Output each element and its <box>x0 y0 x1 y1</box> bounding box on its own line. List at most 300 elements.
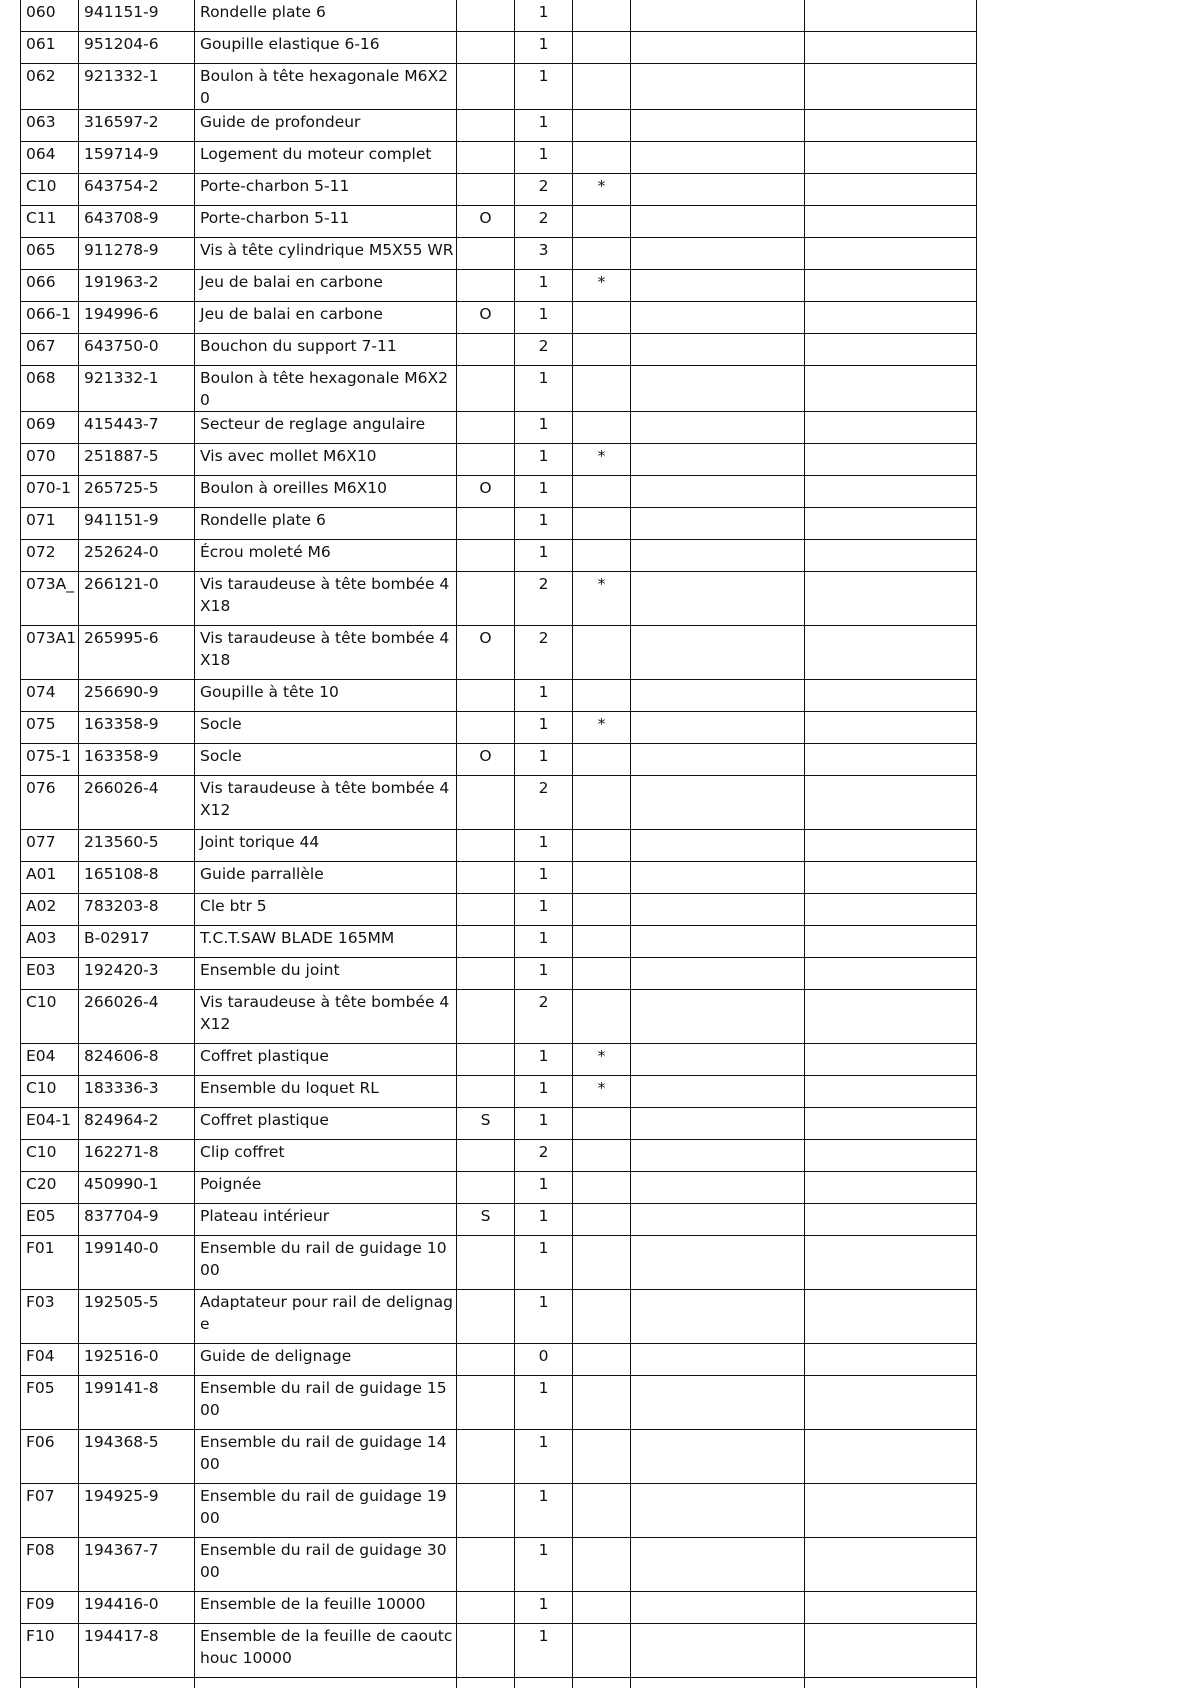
table-row <box>21 476 977 508</box>
description-cell: Guide de profondeur <box>195 110 457 142</box>
note-cell: O <box>457 744 515 776</box>
table-row <box>21 572 977 626</box>
quantity-cell: 1 <box>515 1044 573 1076</box>
part-number-cell: 921332-1 <box>79 64 195 110</box>
table-row <box>21 830 977 862</box>
empty-cell <box>631 626 805 680</box>
empty-cell <box>631 862 805 894</box>
item-number-cell: C11 <box>21 206 79 238</box>
quantity-cell: 3 <box>515 238 573 270</box>
note-cell <box>457 680 515 712</box>
part-number-cell: 194925-9 <box>79 1484 195 1538</box>
empty-cell <box>631 270 805 302</box>
description-cell: Coffret plastique <box>195 1044 457 1076</box>
part-number-cell: 316597-2 <box>79 110 195 142</box>
marker-cell <box>573 680 631 712</box>
note-cell <box>457 1344 515 1376</box>
empty-cell <box>631 540 805 572</box>
quantity-cell: 1 <box>515 926 573 958</box>
quantity-cell: 1 <box>515 476 573 508</box>
item-number-cell: F03 <box>21 1290 79 1344</box>
item-number-cell: 066 <box>21 270 79 302</box>
empty-cell <box>631 206 805 238</box>
quantity-cell: 2 <box>515 990 573 1044</box>
empty-cell <box>631 1624 805 1678</box>
table-row <box>21 1624 977 1678</box>
item-number-cell: 068 <box>21 366 79 412</box>
empty-cell <box>631 1108 805 1140</box>
part-number-cell: 643708-9 <box>79 206 195 238</box>
marker-cell <box>573 540 631 572</box>
table-row <box>21 1108 977 1140</box>
item-number-cell: 071 <box>21 508 79 540</box>
description-cell: Ensemble du joint <box>195 958 457 990</box>
item-number-cell: C10 <box>21 174 79 206</box>
description-cell: Goupille à tête 10 <box>195 680 457 712</box>
empty-cell <box>631 1204 805 1236</box>
part-number-cell: 450990-1 <box>79 1172 195 1204</box>
item-number-cell: E04-1 <box>21 1108 79 1140</box>
table-row <box>21 1044 977 1076</box>
empty-cell <box>805 206 977 238</box>
empty-cell <box>631 894 805 926</box>
note-cell <box>457 1538 515 1592</box>
empty-cell <box>805 174 977 206</box>
empty-cell <box>631 1236 805 1290</box>
part-number-cell: 941151-9 <box>79 0 195 32</box>
empty-cell <box>805 1140 977 1172</box>
empty-cell <box>631 302 805 334</box>
item-number-cell: 062 <box>21 64 79 110</box>
empty-cell <box>805 110 977 142</box>
part-number-cell: 199140-0 <box>79 1236 195 1290</box>
description-cell: Adaptateur pour rail de delignage <box>195 1290 457 1344</box>
description-cell: T.C.T.SAW BLADE 165MM <box>195 926 457 958</box>
marker-cell <box>573 1236 631 1290</box>
table-row <box>21 626 977 680</box>
empty-cell <box>805 1430 977 1484</box>
empty-cell <box>631 142 805 174</box>
empty-cell <box>631 1044 805 1076</box>
part-number-cell: 192505-5 <box>79 1290 195 1344</box>
empty-cell <box>631 830 805 862</box>
quantity-cell: 1 <box>515 1076 573 1108</box>
empty-cell <box>631 64 805 110</box>
marker-cell <box>573 1172 631 1204</box>
item-number-cell: 072 <box>21 540 79 572</box>
empty-cell <box>805 366 977 412</box>
quantity-cell: 1 <box>515 366 573 412</box>
description-cell: Rondelle plate 6 <box>195 0 457 32</box>
item-number-cell: 073A1 <box>21 626 79 680</box>
item-number-cell: A03 <box>21 926 79 958</box>
marker-cell <box>573 744 631 776</box>
note-cell <box>457 270 515 302</box>
note-cell <box>457 1172 515 1204</box>
part-number-cell: 252624-0 <box>79 540 195 572</box>
empty-cell <box>805 302 977 334</box>
empty-cell <box>631 1290 805 1344</box>
table-row <box>21 712 977 744</box>
empty-cell <box>805 830 977 862</box>
part-number-cell: 643754-2 <box>79 174 195 206</box>
empty-cell <box>631 1140 805 1172</box>
empty-cell <box>805 334 977 366</box>
description-cell: Ensemble de la feuille 10000 <box>195 1592 457 1624</box>
empty-cell <box>805 1204 977 1236</box>
empty-cell <box>631 32 805 64</box>
quantity-cell: 1 <box>515 1624 573 1678</box>
note-cell <box>457 174 515 206</box>
quantity-cell: 2 <box>515 334 573 366</box>
table-row <box>21 412 977 444</box>
note-cell <box>457 334 515 366</box>
empty-cell <box>631 444 805 476</box>
empty-cell <box>805 680 977 712</box>
item-number-cell: 076 <box>21 776 79 830</box>
quantity-cell: 2 <box>515 1140 573 1172</box>
quantity-cell: 1 <box>515 444 573 476</box>
marker-cell <box>573 1344 631 1376</box>
marker-cell <box>573 1108 631 1140</box>
quantity-cell: 1 <box>515 712 573 744</box>
table-row <box>21 1076 977 1108</box>
quantity-cell: 1 <box>515 412 573 444</box>
note-cell <box>457 712 515 744</box>
description-cell: Vis avec mollet M6X10 <box>195 444 457 476</box>
part-number-cell: 165108-8 <box>79 862 195 894</box>
description-cell: Ensemble du rail de guidage 1400 <box>195 1430 457 1484</box>
note-cell <box>457 1624 515 1678</box>
part-number-cell: 265725-5 <box>79 476 195 508</box>
marker-cell <box>573 508 631 540</box>
empty-cell <box>805 712 977 744</box>
part-number-cell: 941151-9 <box>79 508 195 540</box>
table-row <box>21 990 977 1044</box>
quantity-cell: 1 <box>515 508 573 540</box>
marker-cell <box>573 1376 631 1430</box>
item-number-cell: 075 <box>21 712 79 744</box>
empty-cell <box>805 1236 977 1290</box>
part-number-cell: 265995-6 <box>79 626 195 680</box>
quantity-cell: 0 <box>515 1344 573 1376</box>
empty-cell <box>631 1592 805 1624</box>
table-row <box>21 894 977 926</box>
item-number-cell: F10 <box>21 1624 79 1678</box>
marker-cell <box>573 894 631 926</box>
item-number-cell: 070-1 <box>21 476 79 508</box>
description-cell: Logement du moteur complet <box>195 142 457 174</box>
description-cell: Vis taraudeuse à tête bombée 4X18 <box>195 572 457 626</box>
quantity-cell: 2 <box>515 572 573 626</box>
marker-cell <box>573 1624 631 1678</box>
marker-cell <box>573 206 631 238</box>
item-number-cell: F08 <box>21 1538 79 1592</box>
table-row <box>21 744 977 776</box>
item-number-cell: A01 <box>21 862 79 894</box>
part-number-cell: 824606-8 <box>79 1044 195 1076</box>
empty-cell <box>631 572 805 626</box>
table-row <box>21 1204 977 1236</box>
note-cell <box>457 572 515 626</box>
part-number-cell: 192420-3 <box>79 958 195 990</box>
part-number-cell: 194368-5 <box>79 1430 195 1484</box>
marker-cell <box>573 64 631 110</box>
empty-cell <box>805 990 977 1044</box>
item-number-cell: 061 <box>21 32 79 64</box>
empty-cell <box>805 1344 977 1376</box>
part-number-cell: 837704-9 <box>79 1204 195 1236</box>
table-row <box>21 1236 977 1290</box>
marker-cell <box>573 334 631 366</box>
quantity-cell: 1 <box>515 32 573 64</box>
marker-cell <box>573 32 631 64</box>
part-number-cell: 256690-9 <box>79 680 195 712</box>
description-cell: Ensemble du rail de guidage 1900 <box>195 1484 457 1538</box>
empty-cell <box>631 366 805 412</box>
note-cell <box>457 1484 515 1538</box>
marker-cell <box>573 0 631 32</box>
note-cell: O <box>457 206 515 238</box>
empty-cell <box>805 744 977 776</box>
marker-cell <box>573 830 631 862</box>
part-number-cell: 783203-8 <box>79 894 195 926</box>
part-number-cell: 911278-9 <box>79 238 195 270</box>
empty-cell <box>631 238 805 270</box>
table-row <box>21 1592 977 1624</box>
item-number-cell: F01 <box>21 1236 79 1290</box>
item-number-cell: 064 <box>21 142 79 174</box>
quantity-cell: 1 <box>515 744 573 776</box>
item-number-cell: 063 <box>21 110 79 142</box>
empty-cell <box>805 626 977 680</box>
table-row <box>21 206 977 238</box>
quantity-cell: 1 <box>515 830 573 862</box>
part-number-cell: 159714-9 <box>79 142 195 174</box>
part-number-cell: 415443-7 <box>79 412 195 444</box>
description-cell: Plateau intérieur <box>195 1204 457 1236</box>
quantity-cell: 1 <box>515 1592 573 1624</box>
description-cell: Vis taraudeuse à tête bombée 4X12 <box>195 776 457 830</box>
empty-cell <box>805 1108 977 1140</box>
note-cell <box>457 958 515 990</box>
marker-cell <box>573 990 631 1044</box>
description-cell: Jeu de balai en carbone <box>195 270 457 302</box>
item-number-cell: C20 <box>21 1172 79 1204</box>
empty-cell <box>805 412 977 444</box>
description-cell: Boulon à tête hexagonale M6X20 <box>195 64 457 110</box>
marker-cell <box>573 1484 631 1538</box>
part-number-cell: 192516-0 <box>79 1344 195 1376</box>
item-number-cell: F09 <box>21 1592 79 1624</box>
quantity-cell: 1 <box>515 540 573 572</box>
description-cell: Ensemble du rail de guidage 3000 <box>195 1538 457 1592</box>
item-number-cell: 060 <box>21 0 79 32</box>
table-row <box>21 0 977 32</box>
note-cell <box>457 990 515 1044</box>
empty-cell <box>631 744 805 776</box>
item-number-cell: 073A_ <box>21 572 79 626</box>
empty-cell <box>631 110 805 142</box>
table-row <box>21 1140 977 1172</box>
note-cell <box>457 1376 515 1430</box>
description-cell: Boulon à tête hexagonale M6X20 <box>195 366 457 412</box>
note-cell <box>457 64 515 110</box>
marker-cell: * <box>573 444 631 476</box>
note-cell <box>457 830 515 862</box>
marker-cell <box>573 958 631 990</box>
marker-cell <box>573 412 631 444</box>
empty-cell <box>805 926 977 958</box>
note-cell <box>457 142 515 174</box>
description-cell: Vis à tête cylindrique M5X55 WR <box>195 238 457 270</box>
empty-cell <box>631 334 805 366</box>
parts-list <box>20 0 977 1688</box>
note-cell: S <box>457 1204 515 1236</box>
item-number-cell: A02 <box>21 894 79 926</box>
table-row <box>21 64 977 110</box>
empty-cell <box>631 1430 805 1484</box>
note-cell: O <box>457 302 515 334</box>
marker-cell <box>573 1538 631 1592</box>
table-row <box>21 926 977 958</box>
note-cell <box>457 894 515 926</box>
part-number-cell: 213560-5 <box>79 830 195 862</box>
empty-cell <box>631 508 805 540</box>
table-row <box>21 142 977 174</box>
marker-cell <box>573 142 631 174</box>
description-cell: Ensemble de la feuille de caoutchouc 10000 <box>195 1624 457 1678</box>
note-cell <box>457 110 515 142</box>
empty-cell <box>631 926 805 958</box>
table-row <box>21 366 977 412</box>
empty-cell <box>631 1076 805 1108</box>
quantity-cell: 1 <box>515 1538 573 1592</box>
marker-cell <box>573 626 631 680</box>
description-cell: Boulon à oreilles M6X10 <box>195 476 457 508</box>
item-number-cell: 066-1 <box>21 302 79 334</box>
marker-cell <box>573 1290 631 1344</box>
part-number-cell: 162271-8 <box>79 1140 195 1172</box>
table-row <box>21 1430 977 1484</box>
part-number-cell: 194416-0 <box>79 1592 195 1624</box>
quantity-cell: 1 <box>515 680 573 712</box>
description-cell: Rondelle plate 6 <box>195 508 457 540</box>
empty-cell <box>631 1376 805 1430</box>
description-cell: Clip coffret <box>195 1140 457 1172</box>
description-cell: Goupille elastique 6-16 <box>195 32 457 64</box>
parts-table-body <box>21 0 977 1688</box>
part-number-cell: B-02917 <box>79 926 195 958</box>
note-cell <box>457 444 515 476</box>
empty-cell <box>631 1538 805 1592</box>
marker-cell <box>573 926 631 958</box>
item-number-cell: C10 <box>21 1140 79 1172</box>
item-number-cell: 065 <box>21 238 79 270</box>
quantity-cell: 1 <box>515 1376 573 1430</box>
quantity-cell: 1 <box>515 862 573 894</box>
note-cell <box>457 366 515 412</box>
marker-cell <box>573 302 631 334</box>
table-row <box>21 444 977 476</box>
parts-table <box>20 0 977 1688</box>
note-cell <box>457 1430 515 1484</box>
table-row <box>21 776 977 830</box>
table-row <box>21 1344 977 1376</box>
note-cell <box>457 926 515 958</box>
description-cell: Socle <box>195 744 457 776</box>
description-cell: Ensemble du rail de guidage 1000 <box>195 1236 457 1290</box>
quantity-cell: 1 <box>515 1484 573 1538</box>
description-cell: Jeu de balai en carbone <box>195 302 457 334</box>
table-row <box>21 110 977 142</box>
part-number-cell: 191963-2 <box>79 270 195 302</box>
part-number-cell: 824964-2 <box>79 1108 195 1140</box>
empty-cell <box>805 142 977 174</box>
empty-cell <box>631 990 805 1044</box>
empty-cell <box>631 174 805 206</box>
note-cell: O <box>457 626 515 680</box>
item-number-cell: 074 <box>21 680 79 712</box>
quantity-cell: 1 <box>515 894 573 926</box>
table-row <box>21 680 977 712</box>
empty-cell <box>631 0 805 32</box>
item-number-cell: C10 <box>21 990 79 1044</box>
quantity-cell: 1 <box>515 0 573 32</box>
quantity-cell: 1 <box>515 64 573 110</box>
table-row <box>21 334 977 366</box>
empty-cell <box>805 444 977 476</box>
empty-cell <box>805 776 977 830</box>
marker-cell <box>573 1140 631 1172</box>
note-cell <box>457 412 515 444</box>
marker-cell <box>573 862 631 894</box>
item-number-cell: F04 <box>21 1344 79 1376</box>
marker-cell: * <box>573 270 631 302</box>
table-row <box>21 238 977 270</box>
empty-cell <box>805 270 977 302</box>
table-row <box>21 508 977 540</box>
description-cell: Porte-charbon 5-11 <box>195 206 457 238</box>
quantity-cell: 1 <box>515 1204 573 1236</box>
quantity-cell: 1 <box>515 142 573 174</box>
quantity-cell: 1 <box>515 958 573 990</box>
table-row <box>21 174 977 206</box>
marker-cell: * <box>573 174 631 206</box>
item-number-cell: 070 <box>21 444 79 476</box>
description-cell: Vis taraudeuse à tête bombée 4X18 <box>195 626 457 680</box>
description-cell: Ensemble du loquet RL <box>195 1076 457 1108</box>
description-cell: Socle <box>195 712 457 744</box>
empty-cell <box>805 1076 977 1108</box>
part-number-cell: 266026-4 <box>79 990 195 1044</box>
quantity-cell: 2 <box>515 626 573 680</box>
part-number-cell: 266026-4 <box>79 776 195 830</box>
empty-cell <box>631 1344 805 1376</box>
empty-cell <box>805 1376 977 1430</box>
empty-cell <box>805 1290 977 1344</box>
item-number-cell: F05 <box>21 1376 79 1430</box>
item-number-cell: 075-1 <box>21 744 79 776</box>
empty-cell <box>631 412 805 444</box>
empty-cell <box>805 862 977 894</box>
table-row <box>21 958 977 990</box>
empty-cell <box>805 1172 977 1204</box>
description-cell: Bouchon du support 7-11 <box>195 334 457 366</box>
part-number-cell: 194417-8 <box>79 1624 195 1678</box>
quantity-cell: 1 <box>515 1290 573 1344</box>
quantity-cell: 2 <box>515 206 573 238</box>
